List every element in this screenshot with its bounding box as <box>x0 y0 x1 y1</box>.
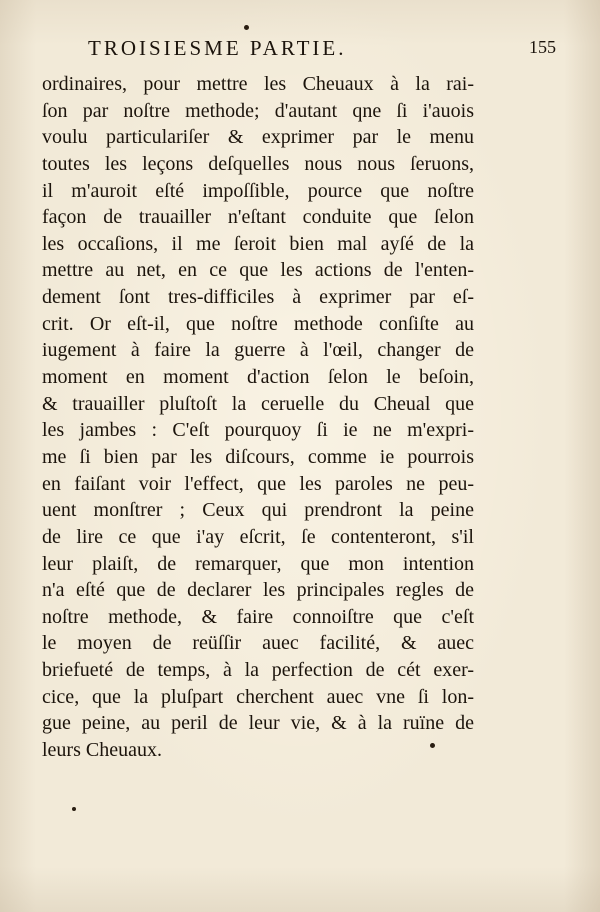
ink-speck <box>244 25 249 30</box>
text-line: crit. Or eſt-il, que noſtre methode conſiſte au <box>42 312 474 335</box>
text-line: le moyen de reüſſir auec facilité, & auec <box>42 632 474 655</box>
running-title: TROISIESME PARTIE. <box>88 36 347 60</box>
text-line: leur plaiſt, de remarquer, que mon intention <box>42 552 474 575</box>
text-line: ordinaires, pour mettre les Cheuaux à la rai- <box>42 73 474 95</box>
text-line: il m'auroit eſté impoſſible, pource que noſtre <box>42 179 474 202</box>
text-line: noſtre methode, & faire connoiſtre que c'eſt <box>42 605 474 628</box>
page-number: 155 <box>529 37 556 57</box>
text-line: les occaſions, il me ſeroit bien mal ayſé de la <box>42 232 474 255</box>
text-line: iugement à faire la guerre à l'œil, changer de <box>42 339 474 362</box>
text-line: voulu particulariſer & exprimer par le menu <box>42 126 474 149</box>
text-line: les jambes : C'eſt pourquoy ſi ie ne m'expri- <box>42 419 474 442</box>
text-line: ſon par noſtre methode; d'autant qne ſi i'auois <box>42 99 474 122</box>
text-line: n'a eſté que de declarer les principales regles de <box>42 579 474 602</box>
text-line: toutes les leçons deſquelles nous nous ſeruons, <box>42 152 474 175</box>
text-line: cice, que la pluſpart cherchent auec vne ſi lon- <box>42 685 474 708</box>
text-line: en faiſant voir l'effect, que les paroles ne peu- <box>42 472 474 495</box>
text-line: leurs Cheuaux. <box>42 739 162 762</box>
text-line: façon de trauailler n'eſtant conduite que ſelon <box>42 206 474 229</box>
text-line: gue peine, au peril de leur vie, & à la ruïne de <box>42 712 474 735</box>
text-line: & trauailler pluſtoſt la ceruelle du Cheual que <box>42 392 474 415</box>
ink-speck <box>430 743 435 748</box>
text-line: de lire ce que i'ay eſcrit, ſe contenteront, s'il <box>42 525 474 548</box>
text-line: briefueté de temps, à la perfection de cét exer- <box>42 659 474 682</box>
text-line: mettre au net, en ce que les actions de l'enten- <box>42 259 474 282</box>
ink-speck <box>72 807 76 811</box>
body-text <box>42 71 474 764</box>
text-line: moment en moment d'action ſelon le beſoin, <box>42 366 474 389</box>
text-line: me ſi bien par les diſcours, comme ie pourrois <box>42 445 474 468</box>
running-head <box>88 36 556 62</box>
text-line: uent monſtrer ; Ceux qui prendront la peine <box>42 499 474 522</box>
text-line: dement ſont tres-difficiles à exprimer par eſ- <box>42 286 474 309</box>
